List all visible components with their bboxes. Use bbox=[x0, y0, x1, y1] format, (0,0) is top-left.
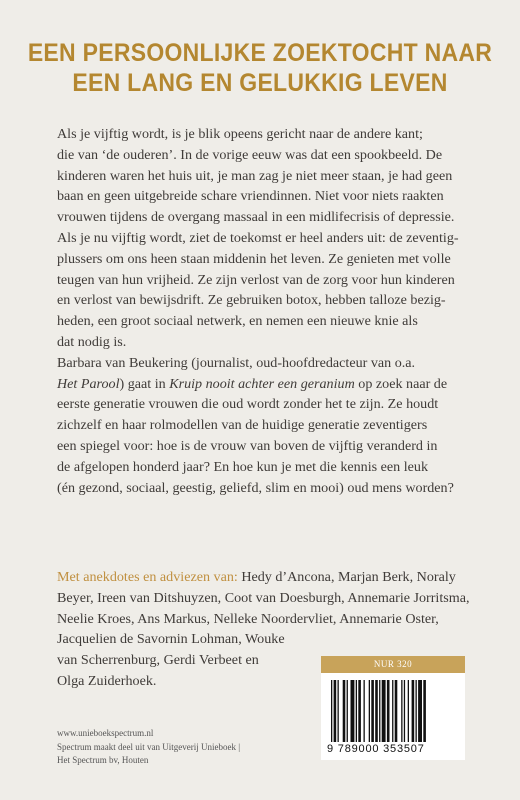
headline bbox=[21, 38, 499, 98]
barcode-bar bbox=[401, 680, 402, 742]
body-line: Barbara van Beukering (journalist, oud-hoofdredacteur van o.a. bbox=[57, 354, 416, 371]
body-line: en verlost van bewijsdrift. Ze gebruiken botox, hebben talloze bezig- bbox=[57, 292, 446, 309]
barcode-bar bbox=[408, 680, 409, 742]
barcode-bar bbox=[371, 680, 374, 742]
body-line: Als je vijftig wordt, is je blik opeens gericht naar de andere kant; bbox=[57, 126, 423, 142]
barcode-bar bbox=[369, 680, 370, 742]
barcode-bar bbox=[356, 680, 357, 742]
anecdotes-line: Beyer, Ireen van Ditshuyzen, Coot van Doesburgh, Annemarie Jorritsma, bbox=[57, 589, 470, 606]
barcode-bar bbox=[392, 680, 393, 742]
anecdotes-line: van Scherrenburg, Gerdi Verbeet en bbox=[57, 652, 259, 669]
barcode-bar bbox=[334, 680, 337, 742]
barcode-bar bbox=[331, 680, 332, 742]
body-line: (én gezond, sociaal, geestig, geliefd, slim en mooi) oud mens worden? bbox=[57, 479, 454, 496]
barcode-bar bbox=[395, 680, 398, 742]
body-line-end: op zoek naar de bbox=[354, 375, 448, 392]
barcode-bar bbox=[379, 680, 380, 742]
book-title: Kruip nooit achter een geranium bbox=[169, 375, 355, 392]
anecdotes-line: Jacquelien de Savornin Lohman, Wouke bbox=[57, 631, 285, 648]
barcode-bar bbox=[364, 680, 365, 742]
headline-line-2: EEN LANG EN GELUKKIG LEVEN bbox=[72, 69, 448, 97]
barcode-bar bbox=[351, 680, 355, 742]
barcode-bar bbox=[418, 680, 422, 742]
barcode-bar bbox=[338, 680, 339, 742]
barcode-bar bbox=[387, 680, 390, 742]
body-line: vrouwen tijdens de overgang massaal in een midlifecrisis of depressie. bbox=[57, 209, 455, 226]
barcode-bar bbox=[412, 680, 415, 742]
barcode-bar bbox=[416, 680, 417, 742]
anecdotes-line: Neelie Kroes, Ans Markus, Nelleke Noordervliet, Annemarie Oster, bbox=[57, 610, 439, 627]
anecdotes-line: Olga Zuiderhoek. bbox=[57, 672, 157, 689]
body-text bbox=[57, 124, 467, 498]
publisher-footer bbox=[57, 727, 240, 768]
barcode-box bbox=[321, 656, 465, 760]
body-line: heden, een groot sociaal netwerk, en nemen een nieuwe knie als bbox=[57, 313, 418, 330]
body-line-mid: ) gaat in bbox=[119, 375, 170, 392]
body-line: dat nodig is. bbox=[57, 333, 127, 350]
body-line-titles bbox=[57, 374, 467, 395]
headline-line-1: EEN PERSOONLIJKE ZOEKTOCHT NAAR bbox=[27, 39, 493, 67]
publisher-line: Het Spectrum bv, Houten bbox=[57, 755, 149, 765]
barcode-bar bbox=[343, 680, 346, 742]
barcode-bars bbox=[331, 680, 455, 742]
newspaper-title: Het Parool bbox=[57, 375, 120, 392]
barcode-bar bbox=[423, 680, 426, 742]
barcode-digits: 9 789000 353507 bbox=[327, 743, 425, 755]
body-line: een spiegel voor: hoe is de vrouw van boven de vijftig veranderd in bbox=[57, 437, 438, 454]
publisher-line: Spectrum maakt deel uit van Uitgeverij Unieboek | bbox=[57, 741, 240, 752]
barcode-bar bbox=[404, 680, 405, 742]
body-line: plussers om ons heen staan middenin het leven. Ze genieten met volle bbox=[57, 250, 451, 267]
body-line: Als je nu vijftig wordt, ziet de toekomst er heel anders uit: de zeventig- bbox=[57, 229, 459, 246]
barcode-bar bbox=[375, 680, 378, 742]
barcode-bar bbox=[358, 680, 361, 742]
body-line: eerste generatie vrouwen die oud wordt zonder het te zijn. Ze houdt bbox=[57, 396, 439, 413]
anecdotes-intro: Met anekdotes en adviezen van: bbox=[57, 569, 238, 585]
barcode-bar bbox=[382, 680, 386, 742]
publisher-url: www.unieboekspectrum.nl bbox=[57, 728, 154, 738]
anecdotes-first-line bbox=[57, 567, 487, 588]
barcode-bar bbox=[347, 680, 348, 742]
nur-label: NUR 320 bbox=[321, 656, 465, 673]
body-line: kinderen waren het huis uit, je man zag je niet meer staan, je had geen bbox=[57, 167, 453, 184]
body-line: baan en geen uitgebreide schare vriendinnen. Niet voor niets raakten bbox=[57, 188, 444, 205]
body-line: de afgelopen honderd jaar? En hoe kun je met die kennis een leuk bbox=[57, 458, 428, 475]
anecdotes-names: Hedy d’Ancona, Marjan Berk, Noraly bbox=[237, 569, 456, 585]
body-line: zichzelf en haar rolmodellen van de huidige generatie zeventigers bbox=[57, 417, 428, 434]
body-line: teugen van hun vrijheid. Ze zijn verlost van de zorg voor hun kinderen bbox=[57, 271, 455, 288]
body-line: die van ‘de ouderen’. In de vorige eeuw was dat een spookbeeld. De bbox=[57, 146, 443, 163]
